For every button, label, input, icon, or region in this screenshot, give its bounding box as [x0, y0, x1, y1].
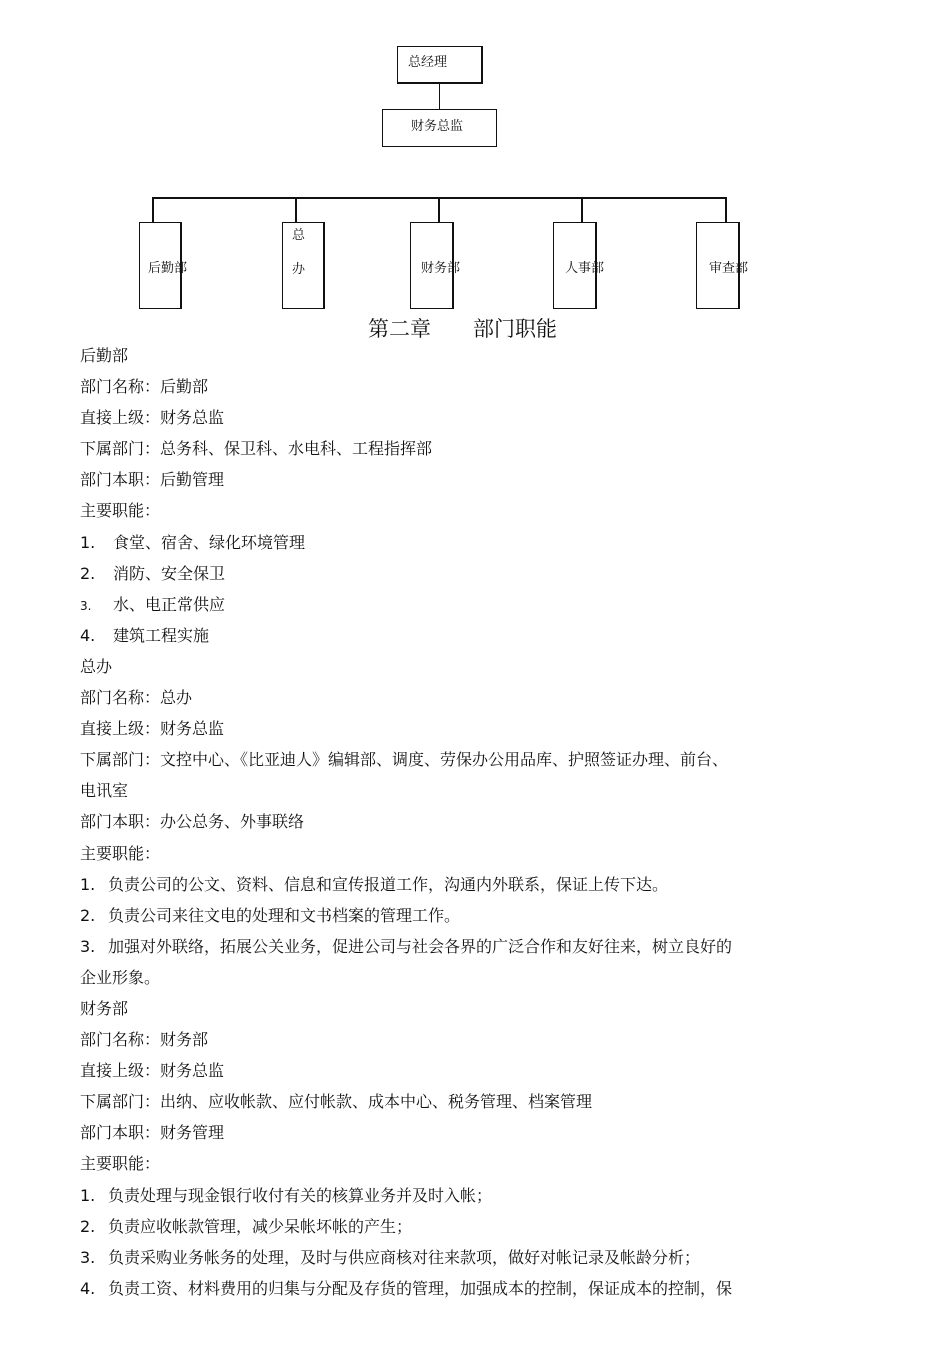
org-node-label: 总经理	[408, 55, 448, 70]
org-node-hr	[553, 222, 605, 309]
org-node-label: 财务部	[421, 261, 461, 276]
dept-subordinate: 下属部门：总务科、保卫科、水电科、工程指挥部	[80, 439, 433, 459]
dept-name: 部门名称：后勤部	[80, 377, 209, 397]
section-title: 后勤部	[80, 346, 129, 365]
function-item	[80, 1242, 820, 1273]
function-item-cont: 企业形象。	[80, 967, 161, 987]
item-text: 负责应收帐款管理，减少呆帐坏帐的产生；	[108, 1216, 413, 1236]
item-text: 食堂、宿舍、绿化环境管理	[113, 532, 306, 552]
item-text: 水、电正常供应	[113, 594, 226, 614]
connector	[152, 197, 154, 222]
item-text: 加强对外联络，拓展公关业务，促进公司与社会各界的广泛合作和友好往来，树立良好的	[108, 936, 733, 956]
dept-duty: 部门本职：财务管理	[80, 1123, 225, 1143]
item-text: 负责公司来往文电的处理和文书档案的管理工作。	[108, 905, 461, 925]
org-node-label: 办	[292, 262, 306, 277]
org-node-label: 审查部	[709, 261, 749, 276]
item-text: 负责采购业务帐务的处理，及时与供应商核对往来款项，做好对帐记录及帐龄分析；	[108, 1247, 701, 1267]
item-number: 4.	[80, 1278, 96, 1298]
dept-name: 部门名称：总办	[80, 688, 193, 708]
org-node-logistics	[139, 222, 188, 309]
item-number: 3.	[80, 598, 92, 613]
org-node-label: 财务总监	[411, 119, 464, 134]
section-title: 财务部	[80, 998, 129, 1018]
item-number: 3.	[80, 936, 96, 956]
connector	[438, 197, 440, 222]
dept-superior: 直接上级：财务总监	[80, 1061, 225, 1081]
item-text: 消防、安全保卫	[113, 563, 226, 583]
function-item	[80, 931, 820, 962]
org-node-general-office	[282, 222, 325, 309]
dept-subordinate: 下属部门：出纳、应收帐款、应付帐款、成本中心、税务管理、档案管理	[80, 1092, 593, 1112]
dept-duty: 部门本职：后勤管理	[80, 470, 225, 490]
org-node-general-manager	[397, 46, 483, 84]
functions-label: 主要职能：	[80, 501, 161, 521]
function-item	[80, 527, 820, 558]
item-text: 负责工资、材料费用的归集与分配及存货的管理，加强成本的控制，保证成本的控制，保	[108, 1278, 733, 1298]
dept-subordinate: 下属部门：文控中心、《比亚迪人》编辑部、调度、劳保办公用品库、护照签证办理、前台、	[80, 750, 729, 770]
item-number: 2.	[80, 905, 96, 925]
item-number: 1.	[80, 1185, 96, 1205]
function-item	[80, 1180, 820, 1211]
item-text: 负责处理与现金银行收付有关的核算业务并及时入帐；	[108, 1185, 493, 1205]
function-item	[80, 900, 820, 931]
connector	[725, 197, 727, 222]
item-number: 2.	[80, 1216, 96, 1236]
document-body	[80, 340, 820, 1304]
item-text: 建筑工程实施	[113, 625, 210, 645]
connector	[581, 197, 583, 222]
chapter-title: 第二章 部门职能	[368, 317, 557, 341]
functions-label: 主要职能：	[80, 1154, 161, 1174]
org-node-audit	[696, 222, 749, 309]
function-item	[80, 558, 820, 589]
dept-superior: 直接上级：财务总监	[80, 408, 225, 428]
item-number: 1.	[80, 532, 96, 552]
function-item	[80, 1273, 820, 1304]
org-node-finance-director	[382, 109, 497, 147]
dept-name: 部门名称：财务部	[80, 1030, 209, 1050]
item-number: 4.	[80, 625, 96, 645]
dept-subordinate-cont: 电讯室	[80, 781, 129, 801]
item-number: 2.	[80, 563, 96, 583]
org-node-finance	[410, 222, 461, 309]
item-number: 3.	[80, 1247, 96, 1267]
item-number: 1.	[80, 874, 96, 894]
connector	[295, 197, 297, 222]
functions-label: 主要职能：	[80, 843, 161, 863]
connector	[439, 84, 440, 109]
function-item	[80, 589, 820, 620]
function-item	[80, 1211, 820, 1242]
org-node-label: 总	[292, 228, 306, 243]
org-node-label: 后勤部	[148, 261, 188, 276]
item-text: 负责公司的公文、资料、信息和宣传报道工作，沟通内外联系，保证上传下达。	[108, 874, 669, 894]
function-item	[80, 620, 820, 651]
dept-superior: 直接上级：财务总监	[80, 719, 225, 739]
org-node-label: 人事部	[565, 261, 605, 276]
dept-duty: 部门本职：办公总务、外事联络	[80, 812, 305, 832]
function-item	[80, 869, 820, 900]
section-title: 总办	[80, 656, 113, 676]
